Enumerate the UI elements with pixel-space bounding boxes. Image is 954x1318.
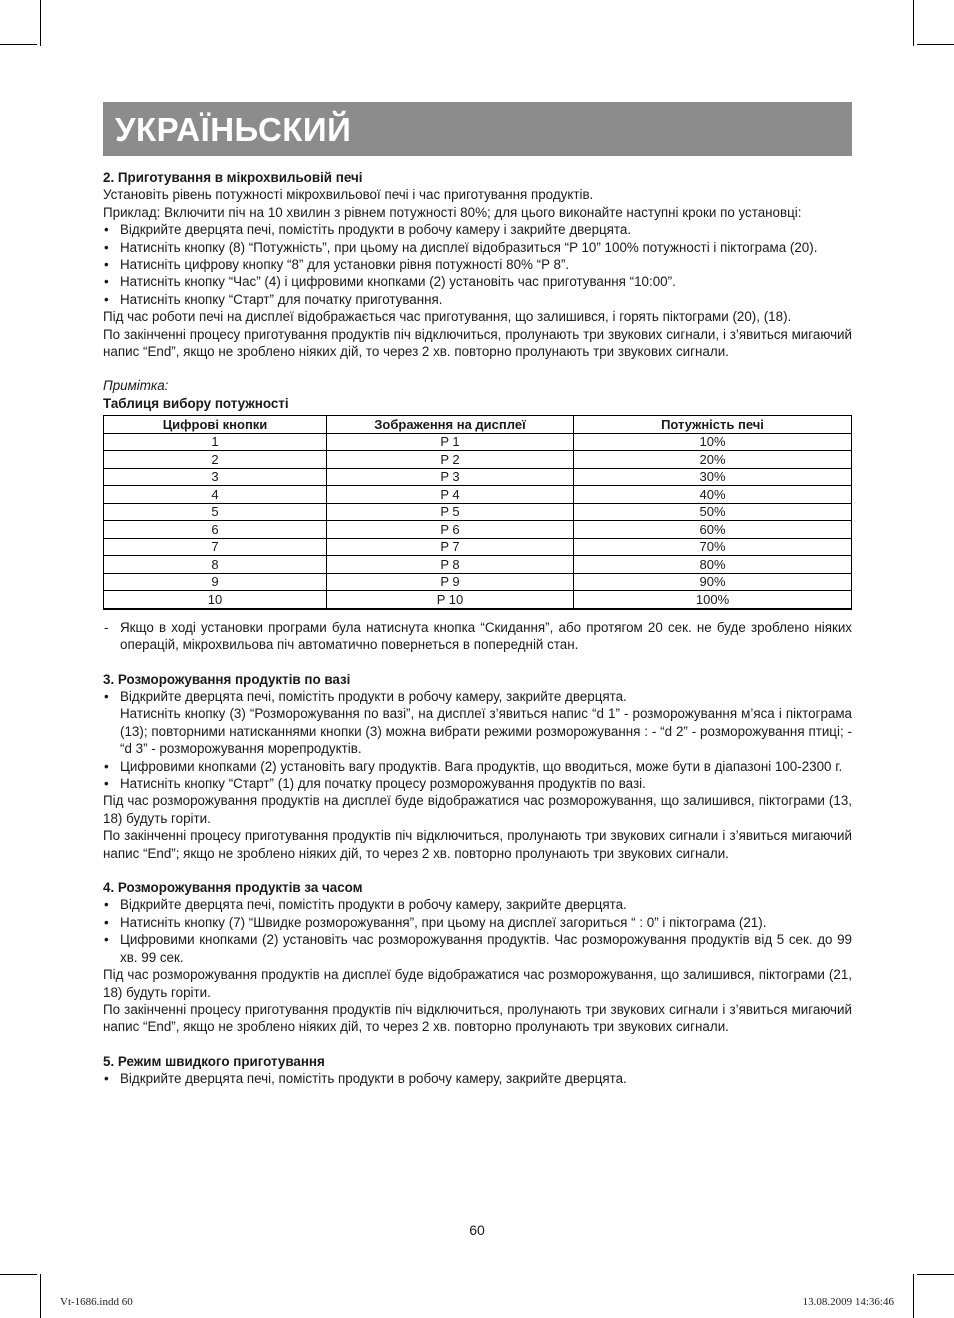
dash-item: - Якщо в ході установки програми була натиснута кнопка “Скидання”, або протягом 20 сек. не буде зроблено ніяких операцій, мікрохвильова піч автоматично повернеться в попередній стан. <box>104 619 852 653</box>
section-heading: 3. Розморожування продуктів по вазі <box>103 671 351 687</box>
table-cell: 3 <box>104 468 327 486</box>
bullet-icon: • <box>104 291 109 307</box>
bullet-item: • Відкрийте дверцята печі, помістіть продукти в робочу камеру і закрийте дверцята. <box>104 222 632 238</box>
section-heading: 5. Режим швидкого приготування <box>103 1053 325 1069</box>
bullet-item: • Відкрийте дверцята печі, помістіть продукти в робочу камеру, закрийте дверцята. <box>104 1071 627 1087</box>
table-row <box>104 556 852 574</box>
bullet-icon: • <box>104 274 109 290</box>
table-cell: 10 <box>104 591 327 609</box>
section-heading: 4. Розморожування продуктів за часом <box>103 880 363 896</box>
table-cell: P 6 <box>327 521 574 539</box>
bullet-item: • Відкрийте дверцята печі, помістіть продукти в робочу камеру, закрийте дверцята. <box>104 689 627 704</box>
table-cell: 30% <box>574 468 852 486</box>
crop-mark <box>917 44 954 45</box>
table-cell: P 4 <box>327 486 574 504</box>
bullet-item: • Натисніть цифрову кнопку “8” для установки рівня потужності 80% “P 8”. <box>104 257 570 273</box>
bullet-icon: • <box>104 776 109 792</box>
bullet-icon: • <box>104 239 109 255</box>
paragraph: По закінченні процесу приготування продуктів піч відключиться, пролунають три звукових сигнали і з’явиться мигаючий напис “End”, якщо не зроблено ніяких дій, то через 2 хв. повторно пролунають три звукових сигнали. <box>103 1001 852 1035</box>
table-body <box>104 433 852 609</box>
bullet-icon: • <box>104 897 109 913</box>
crop-mark <box>40 0 41 46</box>
table-cell: 20% <box>574 451 852 469</box>
crop-mark <box>40 1274 41 1318</box>
table-cell: P 2 <box>327 451 574 469</box>
bullet-item: • Натисніть кнопку (8) “Потужність”, при цьому на дисплеї відобразиться “P 10” 100% потужності і піктограма (20). <box>104 239 818 255</box>
crop-mark <box>0 1274 37 1275</box>
footer-timestamp: 13.08.2009 14:36:46 <box>802 1296 894 1308</box>
table-row <box>104 573 852 591</box>
table-row <box>104 521 852 539</box>
paragraph: Під час розморожування продуктів на дисплеї буде відображатися час розморожування, що залишився, піктограми (21, 18) будуть горіти. <box>103 967 852 1000</box>
table-cell: 100% <box>574 591 852 609</box>
section-heading: 2. Приготування в мікрохвильовій печі <box>103 170 363 185</box>
table-cell: 50% <box>574 503 852 521</box>
language-banner <box>103 102 852 156</box>
bullet-continuation: Натисніть кнопку (3) “Розморожування по вазі”, на дисплеї з’явиться напис “d 1” - розморожування м’яса і піктограма (13); повторними натисканнями кнопки (3) можна вибрати режими розморожування : - “d 2” - розморожування птиці; - “d 3” - розморожування морепродуктів. <box>120 706 852 757</box>
table-cell: P 3 <box>327 468 574 486</box>
bullet-icon: • <box>104 932 109 948</box>
column-header: Цифрові кнопки <box>104 416 327 434</box>
bullet-item: • Натисніть кнопку (7) “Швидке розморожування”, при цьому на дисплеї загориться “ : 0” і піктограма (21). <box>104 914 767 930</box>
bullet-item: • Натисніть кнопку “Старт” для початку приготування. <box>104 291 443 307</box>
table-row <box>104 591 852 609</box>
table-cell: P 10 <box>327 591 574 609</box>
table-cell: P 1 <box>327 433 574 451</box>
table-cell: P 8 <box>327 556 574 574</box>
table-cell: 90% <box>574 573 852 591</box>
bullet-icon: • <box>104 1071 109 1087</box>
bullet-icon: • <box>104 914 109 930</box>
table-cell: 6 <box>104 521 327 539</box>
paragraph: Під час розморожування продуктів на дисплеї буде відображатися час розморожування, що залишився, піктограми (13, 18) будуть горіти. <box>103 793 852 826</box>
bullet-item: • Натисніть кнопку “Старт” (1) для початку процесу розморожування продуктів по вазі. <box>104 776 646 792</box>
paragraph: По закінченні процесу приготування продуктів піч відключиться, пролунають три звукових сигнали і з’явиться мигаючий напис “End”; якщо не зроблено ніяких дій, то через 2 хв. повторно пролунають три звукових сигнали. <box>103 828 852 861</box>
manual-content <box>103 169 852 1088</box>
crop-mark <box>917 1274 954 1275</box>
table-cell: 10% <box>574 433 852 451</box>
table-cell: 2 <box>104 451 327 469</box>
table-cell: P 9 <box>327 573 574 591</box>
table-cell: 1 <box>104 433 327 451</box>
table-cell: 4 <box>104 486 327 504</box>
table-cell: P 7 <box>327 538 574 556</box>
table-row <box>104 503 852 521</box>
bullet-item: • Відкрийте дверцята печі, помістіть продукти в робочу камеру, закрийте дверцята. <box>104 897 627 913</box>
table-cell: 80% <box>574 556 852 574</box>
paragraph: Під час роботи печі на дисплеї відображається час приготування, що залишився, і горять піктограми (20), (18). <box>103 309 792 325</box>
paragraph: По закінченні процесу приготування продуктів піч відключиться, пролунають три звукових сигнали, і з’явиться мигаючий напис “End”, якщо не зроблено ніяких дій, то через 2 хв. повторно пролунають три звукових сигнали. <box>103 326 852 360</box>
column-header: Зображення на дисплеї <box>327 416 574 434</box>
bullet-icon: • <box>104 689 109 704</box>
note-label: Примітка: <box>103 378 169 394</box>
bullet-icon: • <box>104 257 109 273</box>
bullet-item: • Натисніть кнопку “Час” (4) і цифровими кнопками (2) установіть час приготування “10:00”. <box>104 274 676 290</box>
crop-mark <box>0 44 37 45</box>
bullet-item: • Цифровими кнопками (2) установіть вагу продуктів. Вага продуктів, що вводиться, може бути в діапазоні 100-2300 г. <box>104 758 843 774</box>
table-cell: 60% <box>574 521 852 539</box>
table-row <box>104 468 852 486</box>
page-title: УКРАЇНЬСКИЙ <box>115 111 352 148</box>
column-header: Потужність печі <box>574 416 852 434</box>
table-cell: 9 <box>104 573 327 591</box>
paragraph: Установіть рівень потужності мікрохвильової печі і час приготування продуктів. <box>103 187 594 203</box>
bullet-item: • Цифровими кнопками (2) установіть час розморожування продуктів. Час розморожування продуктів від 5 сек. до 99 хв. 99 сек. <box>104 932 852 965</box>
table-row <box>104 538 852 556</box>
table-cell: 8 <box>104 556 327 574</box>
crop-mark <box>913 1274 914 1318</box>
table-row <box>104 486 852 504</box>
table-row <box>104 451 852 469</box>
paragraph: Приклад: Включити піч на 10 хвилин з рівнем потужності 80%; для цього виконайте наступні кроки по установці: <box>103 204 802 220</box>
table-cell: 40% <box>574 486 852 504</box>
table-cell: 70% <box>574 538 852 556</box>
power-table <box>103 415 852 610</box>
table-cell: 5 <box>104 503 327 521</box>
table-title: Таблиця вибору потужності <box>103 395 289 411</box>
table-cell: P 5 <box>327 503 574 521</box>
table-row <box>104 433 852 451</box>
page-number: 60 <box>469 1222 485 1238</box>
table-cell: 7 <box>104 538 327 556</box>
bullet-icon: • <box>104 222 109 238</box>
bullet-icon: • <box>104 758 109 774</box>
dash-icon: - <box>104 619 109 635</box>
table-header-row <box>104 416 852 434</box>
footer-file-info: Vt-1686.indd 60 <box>60 1296 133 1308</box>
crop-mark <box>913 0 914 46</box>
